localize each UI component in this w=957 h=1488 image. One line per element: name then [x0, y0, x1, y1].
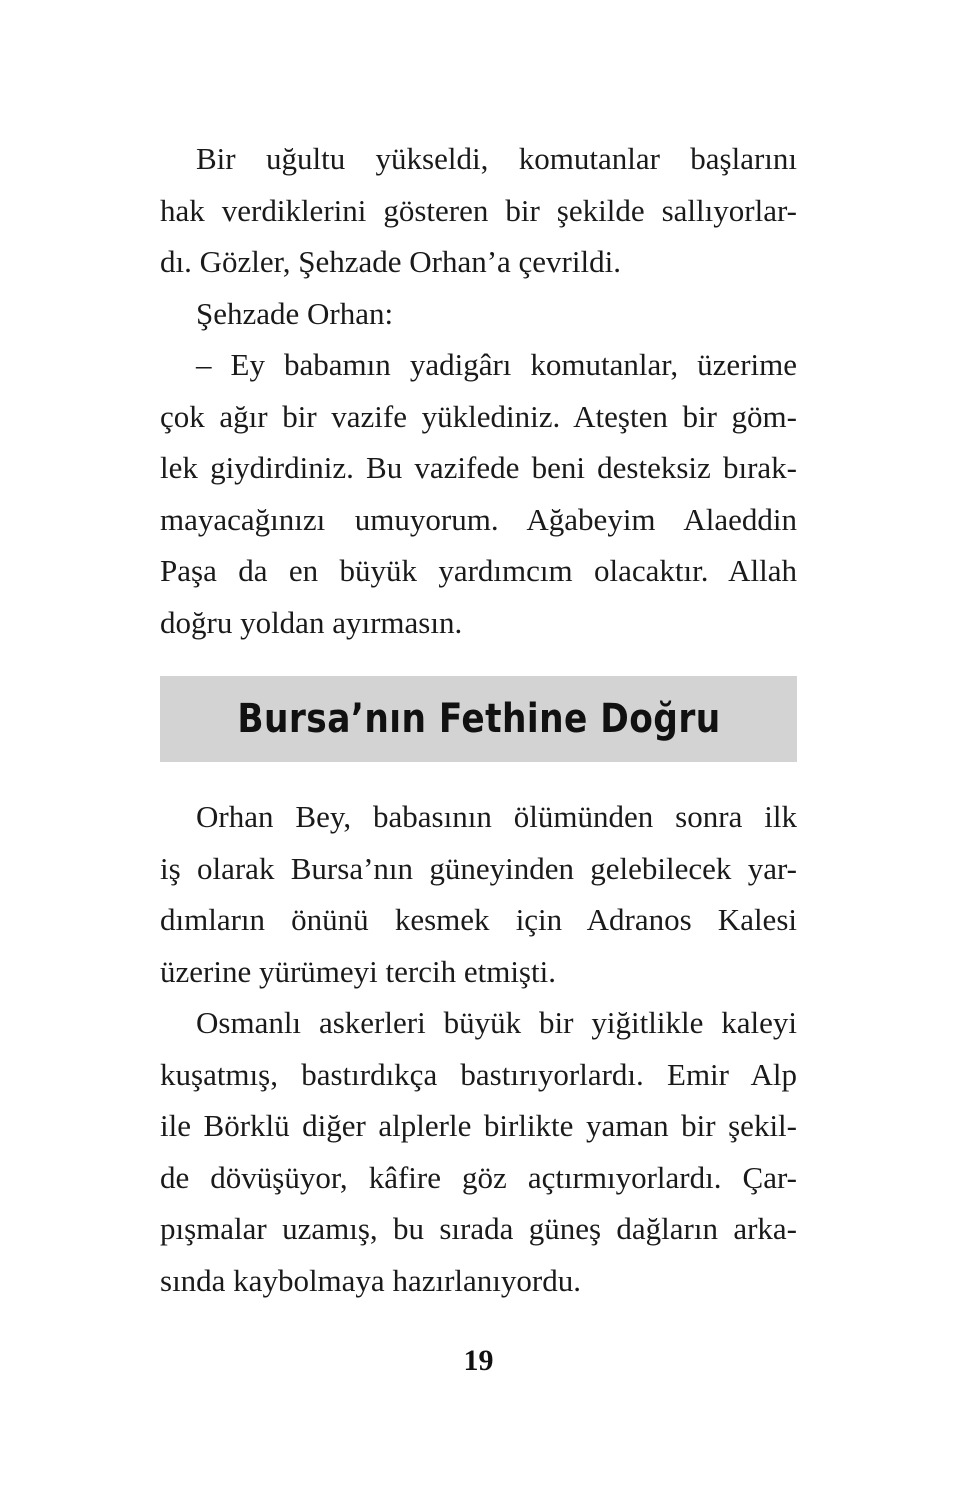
text-line: iş olarak Bursa’nın güneyinden gelebilecek yar-	[160, 850, 797, 886]
text-line: üzerine yürümeyi tercih etmişti.	[160, 953, 556, 989]
text-line: pışmalar uzamış, bu sırada güneş dağların arka-	[160, 1211, 797, 1246]
text-line: mayacağınızı umuyorum. Ağabeyim Alaeddin	[160, 501, 797, 537]
bottom-text-block	[160, 791, 797, 1306]
text-line: ile Börklü diğer alplerle birlikte yaman bir şekil-	[160, 1108, 797, 1143]
section-heading: Bursa’nın Fethine Doğru	[236, 696, 721, 742]
text-line: Bir uğultu yükseldi, komutanlar başlarını	[196, 141, 797, 176]
page-number: 19	[463, 1344, 494, 1377]
text-line: kuşatmış, bastırdıkça bastırıyorlardı. Emir Alp	[160, 1056, 797, 1092]
text-line: doğru yoldan ayırmasın.	[160, 604, 463, 640]
text-line: Şehzade Orhan:	[196, 295, 394, 331]
text-line: Osmanlı askerleri büyük bir yiğitlikle kaleyi	[196, 1005, 797, 1040]
text-line: Orhan Bey, babasının ölümünden sonra ilk	[196, 799, 797, 834]
text-line: lek giydirdiniz. Bu vazifede beni desteksiz bırak-	[160, 450, 797, 485]
top-text-block	[160, 133, 797, 648]
text-line: – Ey babamın yadigârı komutanlar, üzerime	[196, 347, 797, 382]
text-line: çok ağır bir vazife yüklediniz. Ateşten bir göm-	[160, 398, 797, 434]
text-line: Paşa da en büyük yardımcım olacaktır. Allah	[160, 553, 797, 588]
text-line: sında kaybolmaya hazırlanıyordu.	[160, 1262, 581, 1298]
text-line: de dövüşüyor, kâfire göz açtırmıyorlardı. Çar-	[160, 1159, 797, 1195]
text-line: dı. Gözler, Şehzade Orhan’a çevrildi.	[160, 244, 621, 279]
text-line: hak verdiklerini gösteren bir şekilde sallıyorlar-	[160, 192, 797, 228]
text-line: dımların önünü kesmek için Adranos Kalesi	[160, 902, 797, 937]
section-heading-box	[160, 676, 797, 762]
